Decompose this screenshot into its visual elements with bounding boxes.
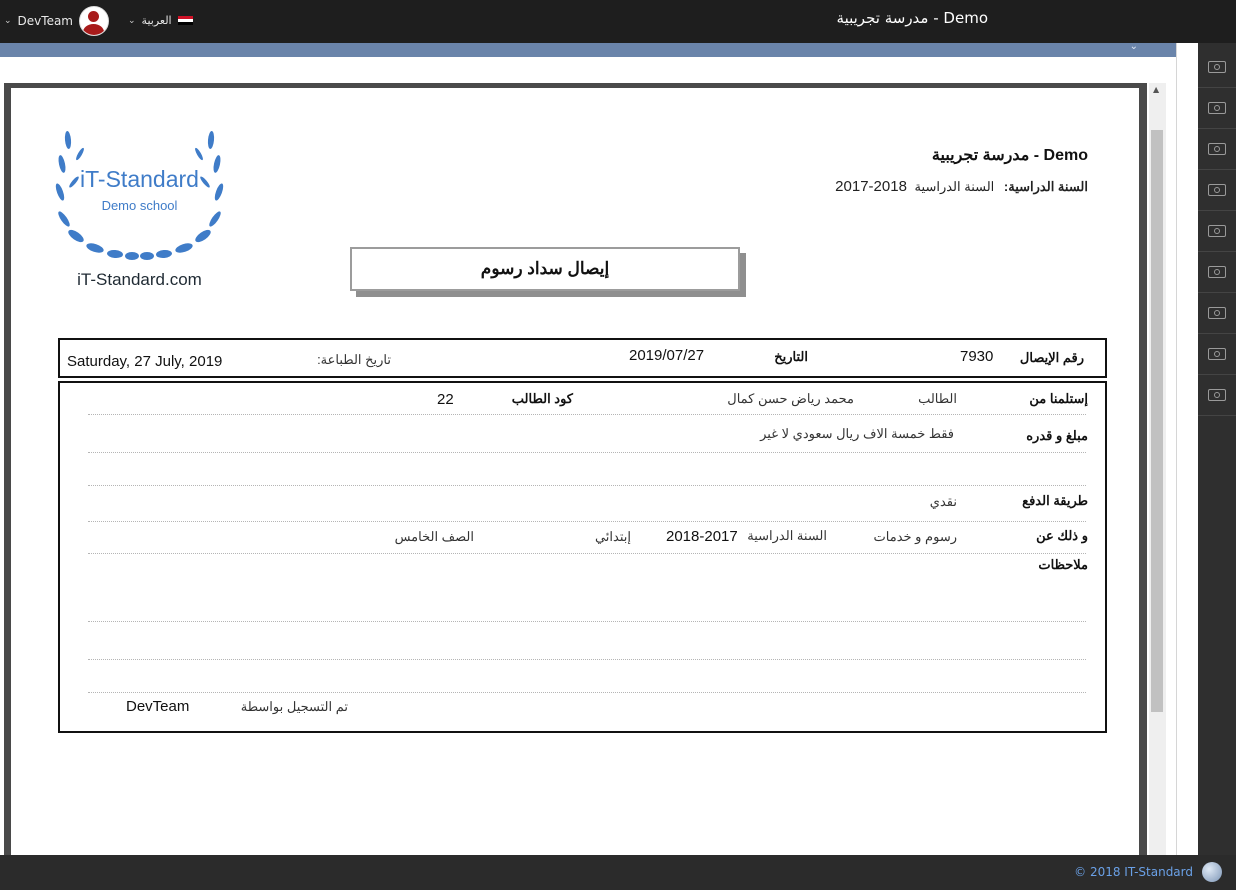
fee-button[interactable] (1198, 211, 1236, 252)
username: DevTeam (17, 14, 73, 28)
academic-year-row (835, 178, 1088, 195)
right-toolbar (1198, 43, 1236, 855)
money-icon (1208, 348, 1226, 360)
fee-button[interactable] (1198, 129, 1236, 170)
grade: الصف الخامس (394, 529, 474, 544)
fee-button[interactable] (1198, 293, 1236, 334)
fee-type: رسوم و خدمات (873, 529, 957, 544)
student-name: محمد رياض حسن كمال (727, 391, 854, 406)
logo-subtitle: Demo school (101, 198, 178, 213)
registered-by-label: تم التسجيل بواسطة (240, 699, 348, 714)
top-bar (0, 0, 1236, 43)
dotted-line (88, 452, 1086, 453)
logo-title: iT-Standard (80, 166, 199, 192)
fee-button[interactable] (1198, 334, 1236, 375)
scroll-up-arrow-icon[interactable]: ▲ (1153, 85, 1160, 94)
for-label: و ذلك عن (1036, 528, 1088, 543)
print-date-value: Saturday, 27 July, 2019 (67, 353, 223, 370)
money-icon (1208, 266, 1226, 278)
money-icon (1208, 225, 1226, 237)
dotted-line (88, 485, 1086, 486)
receipt-number-label: رقم الإيصال (1019, 350, 1084, 365)
receipt-number: 7930 (960, 348, 994, 365)
date-value: 2019/07/27 (629, 347, 705, 364)
student-code: 22 (437, 391, 454, 408)
collapse-icon[interactable]: ⌄ (1129, 41, 1138, 52)
amount-text: فقط خمسة الاف ريال سعودي لا غير (760, 426, 954, 441)
dotted-line (88, 692, 1086, 693)
avatar (79, 6, 109, 36)
money-icon (1208, 184, 1226, 196)
chevron-down-icon: ⌄ (4, 16, 12, 26)
money-icon (1208, 61, 1226, 73)
notes-label: ملاحظات (1038, 557, 1088, 572)
date-label: التاريخ (774, 349, 808, 364)
copyright-text: © 2018 IT-Standard (1074, 865, 1193, 879)
window-title: Demo - مدرسة تجريبية (836, 9, 988, 27)
student-code-label: كود الطالب (511, 391, 573, 406)
vertical-scrollbar[interactable] (1149, 83, 1166, 855)
scrollbar-thumb[interactable] (1151, 130, 1163, 712)
print-date-label: تاريخ الطباعة: (317, 352, 391, 367)
fee-button[interactable] (1198, 252, 1236, 293)
academic-year-prefix: السنة الدراسية (914, 179, 995, 194)
money-icon (1208, 307, 1226, 319)
header-strip (0, 43, 1176, 57)
money-icon (1208, 102, 1226, 114)
for-year-label: السنة الدراسية (747, 528, 827, 543)
money-icon (1208, 389, 1226, 401)
fee-button[interactable] (1198, 47, 1236, 88)
footer (0, 855, 1236, 890)
dotted-line (88, 521, 1086, 522)
for-year: 2018-2017 (666, 528, 738, 545)
academic-year-value: 2018-2017 (835, 178, 907, 195)
dotted-line (88, 659, 1086, 660)
school-name: Demo - مدرسة تجريبية (931, 147, 1088, 164)
egypt-flag-icon (178, 16, 193, 25)
school-logo (52, 124, 227, 299)
chevron-down-icon: ⌄ (128, 15, 136, 26)
received-from-label: إستلمنا من (1029, 391, 1088, 406)
language-label: العربية (141, 14, 172, 27)
payment-method-label: طريقة الدفع (1022, 493, 1088, 508)
registered-by: DevTeam (126, 698, 190, 715)
globe-icon (1202, 862, 1222, 882)
logo-website: iT-Standard.com (77, 270, 202, 289)
payment-method: نقدي (929, 494, 957, 509)
money-icon (1208, 143, 1226, 155)
student-label: الطالب (918, 391, 957, 406)
receipt-title: إيصال سداد رسوم (350, 247, 740, 291)
amount-label: مبلغ و قدره (1026, 428, 1088, 443)
panel-divider (1176, 43, 1199, 855)
dotted-line (88, 414, 1086, 415)
user-menu[interactable] (4, 6, 109, 36)
stage: إبتدائي (594, 529, 631, 544)
fee-button[interactable] (1198, 88, 1236, 129)
fee-button[interactable] (1198, 375, 1236, 416)
language-selector[interactable] (128, 14, 193, 27)
academic-year-label: السنة الدراسية: (1003, 179, 1088, 194)
dotted-line (88, 621, 1086, 622)
fee-button[interactable] (1198, 170, 1236, 211)
dotted-line (88, 553, 1086, 554)
